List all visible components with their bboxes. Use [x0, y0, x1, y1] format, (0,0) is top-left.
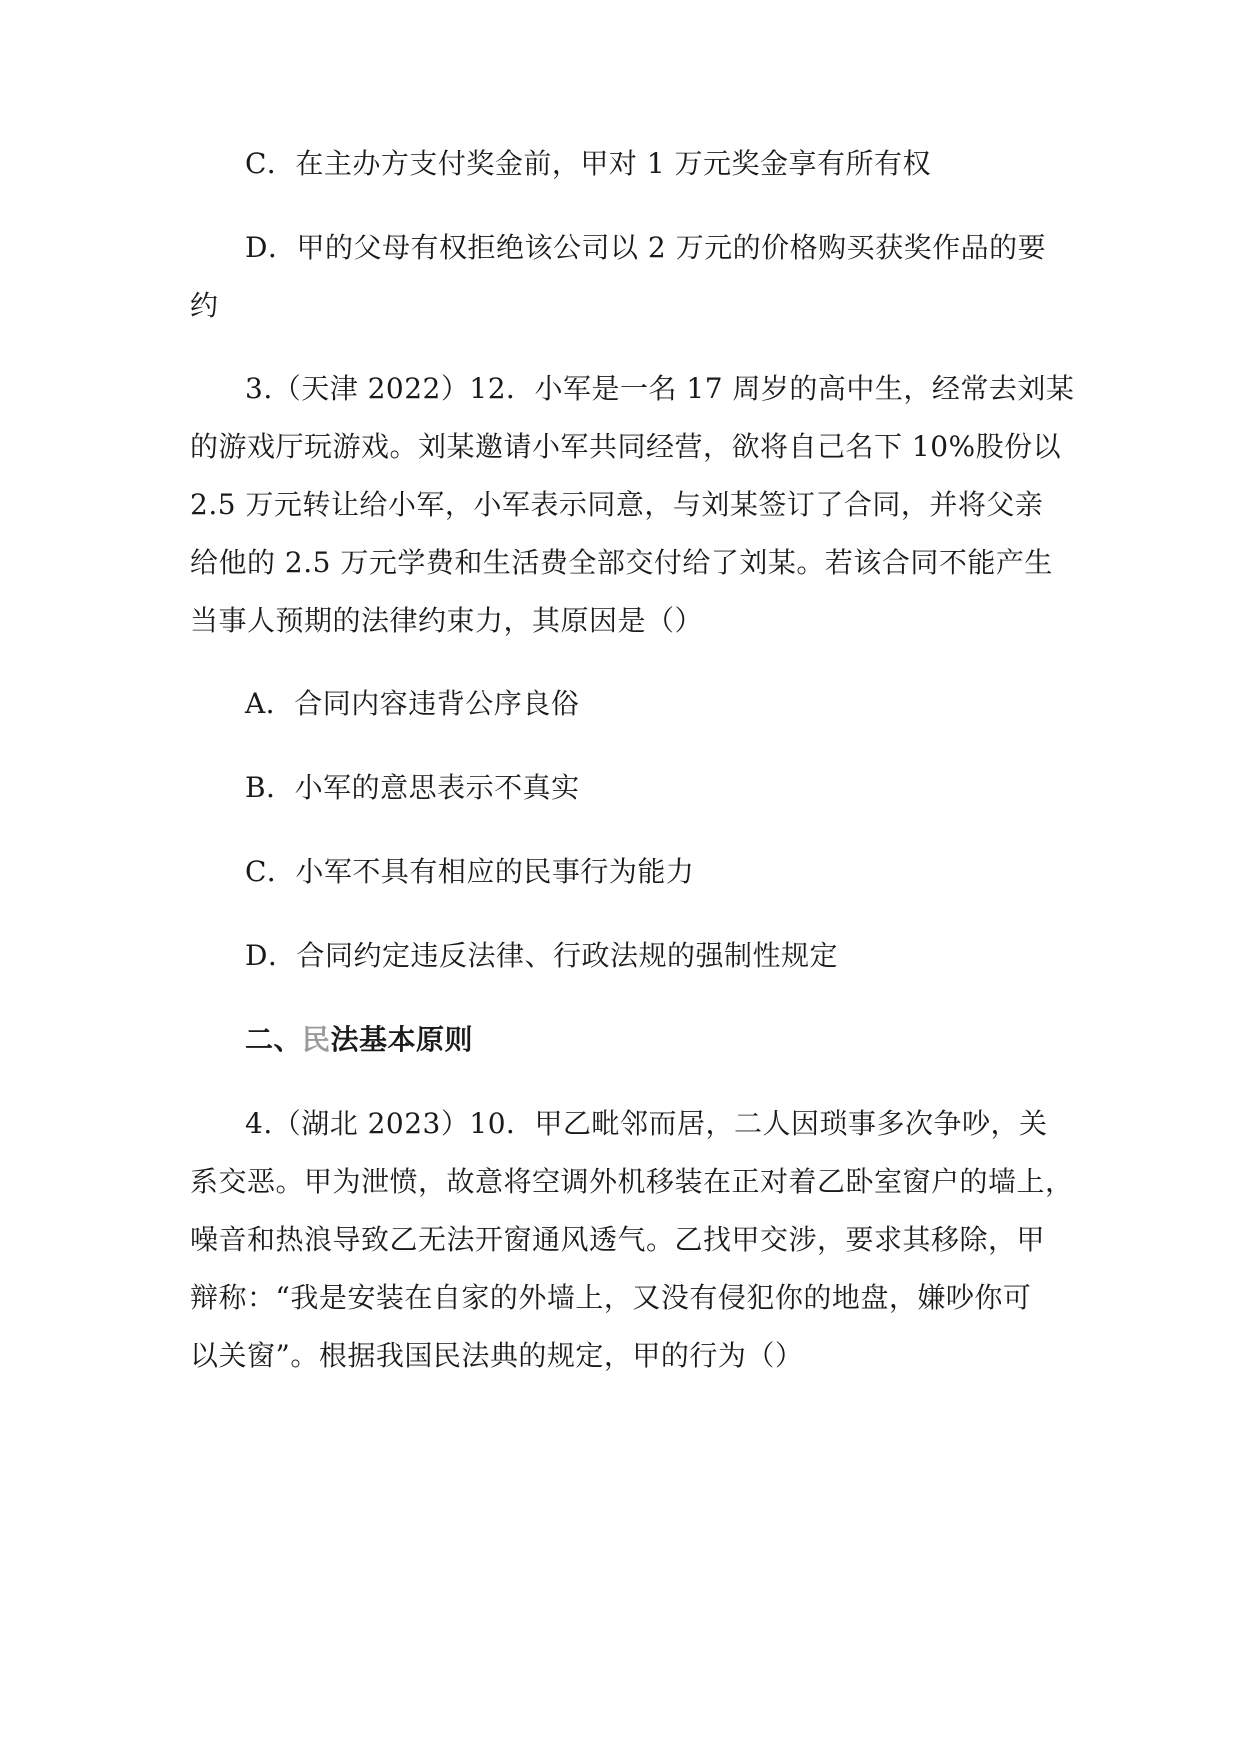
q4-stem-line5: 以关窗”。根据我国民法典的规定，甲的行为（）: [190, 1339, 804, 1372]
q2-option-d-line2: 约: [190, 289, 219, 322]
q2-option-c: C．在主办方支付奖金前，甲对 1 万元奖金享有所有权: [245, 147, 932, 180]
section-heading-civil-law-principles: [245, 1020, 1115, 1060]
q4-stem-line3: 噪音和热浪导致乙无法开窗通风透气。乙找甲交涉，要求其移除，甲: [190, 1223, 1046, 1256]
heading-grey-char: 民: [302, 1023, 331, 1056]
heading-rest: 法基本原则: [330, 1023, 474, 1056]
q3-option-c: C．小军不具有相应的民事行为能力: [245, 855, 695, 888]
q4-stem-line2: 系交恶。甲为泄愤，故意将空调外机移装在正对着乙卧室窗户的墙上，: [190, 1165, 1074, 1198]
q3-stem-line4: 给他的 2.5 万元学费和生活费全部交付给了刘某。若该合同不能产生: [190, 546, 1053, 579]
q2-option-d-line1: D．甲的父母有权拒绝该公司以 2 万元的价格购买获奖作品的要: [245, 231, 1047, 264]
q3-stem-line3: 2.5 万元转让给小军，小军表示同意，与刘某签订了合同，并将父亲: [190, 488, 1044, 521]
heading-prefix: 二、: [245, 1023, 303, 1056]
q3-stem-line5: 当事人预期的法律约束力，其原因是（）: [190, 604, 704, 637]
q3-option-a: A．合同内容违背公序良俗: [245, 687, 580, 720]
q3-stem-line2: 的游戏厅玩游戏。刘某邀请小军共同经营，欲将自己名下 10%股份以: [190, 430, 1062, 463]
q4-stem-line1: 4.（湖北 2023）10．甲乙毗邻而居，二人因琐事多次争吵，关: [245, 1107, 1048, 1140]
q4-stem-line4: 辩称：“我是安装在自家的外墙上，又没有侵犯你的地盘，嫌吵你可: [190, 1281, 1032, 1314]
q3-stem-line1: 3.（天津 2022）12．小军是一名 17 周岁的高中生，经常去刘某: [245, 372, 1075, 405]
q3-option-b: B．小军的意思表示不真实: [245, 771, 580, 804]
q3-option-d: D．合同约定违反法律、行政法规的强制性规定: [245, 939, 838, 972]
